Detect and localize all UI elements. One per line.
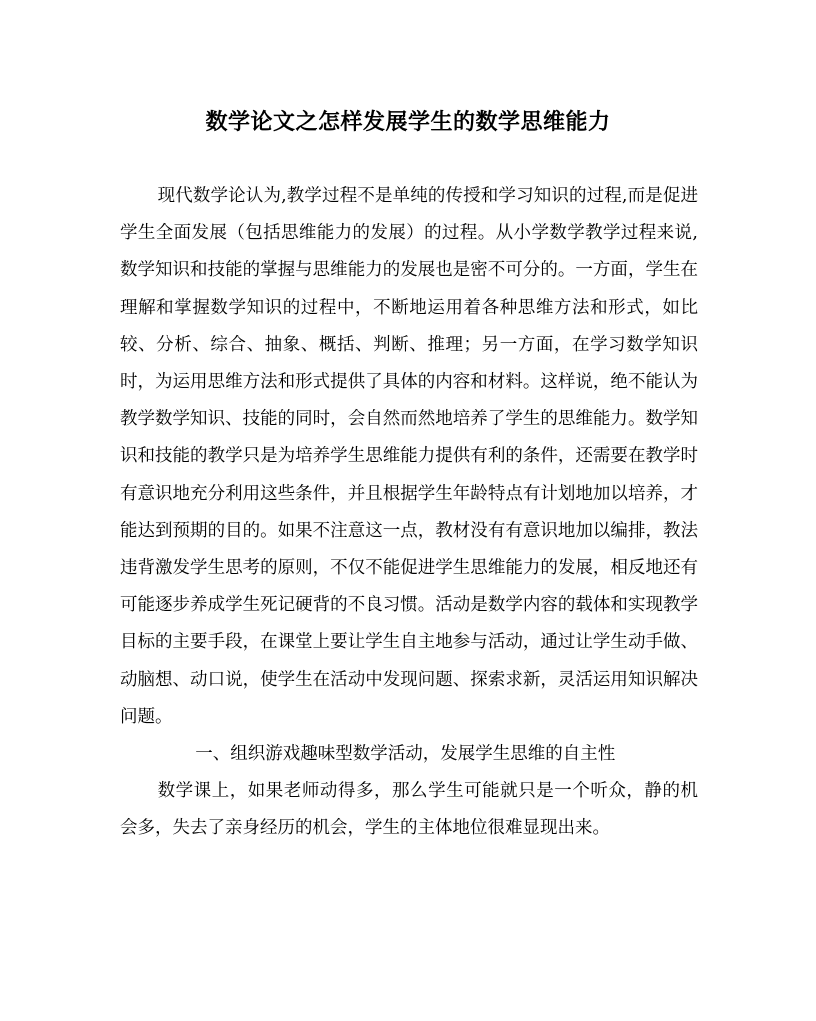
document-body xyxy=(120,178,698,848)
section-paragraph: 数学课上，如果老师动得多，那么学生可能就只是一个听众，静的机会多，失去了亲身经历的机会，学生的主体地位很难显现出来。 xyxy=(120,781,698,839)
document-title: 数学论文之怎样发展学生的数学思维能力 xyxy=(205,109,611,135)
section-heading: 一、组织游戏趣味型数学活动，发展学生思维的自主性 xyxy=(195,744,616,765)
intro-paragraph: 现代数学论认为,教学过程不是单纯的传授和学习知识的过程,而是促进学生全面发展（包括思维能力的发展）的过程。从小学数学教学过程来说,数学知识和技能的掌握与思维能力的发展也是密不可分的。一方面，学生在理解和掌握数学知识的过程中，不断地运用着各种思维方法和形式，如比较、分析、综合、抽象、概括、判断、推理；另一方面，在学习数学知识时，为运用思维方法和形式提供了具体的内容和材料。这样说，绝不能认为教学数学知识、技能的同时，会自然而然地培养了学生的思维能力。数学知识和技能的教学只是为培养学生思维能力提供有利的条件，还需要在教学时有意识地充分利用这些条件，并且根据学生年龄特点有计划地加以培养，才能达到预期的目的。如果不注意这一点，教材没有有意识地加以编排，教法违背激发学生思考的原则，不仅不能促进学生思维能力的发展，相反地还有可能逐步养成学生死记硬背的不良习惯。活动是数学内容的载体和实现教学目标的主要手段，在课堂上要让学生自主地参与活动，通过让学生动手做、动脑想、动口说，使学生在活动中发现问题、探索求新，灵活运用知识解决问题。 xyxy=(120,186,698,727)
